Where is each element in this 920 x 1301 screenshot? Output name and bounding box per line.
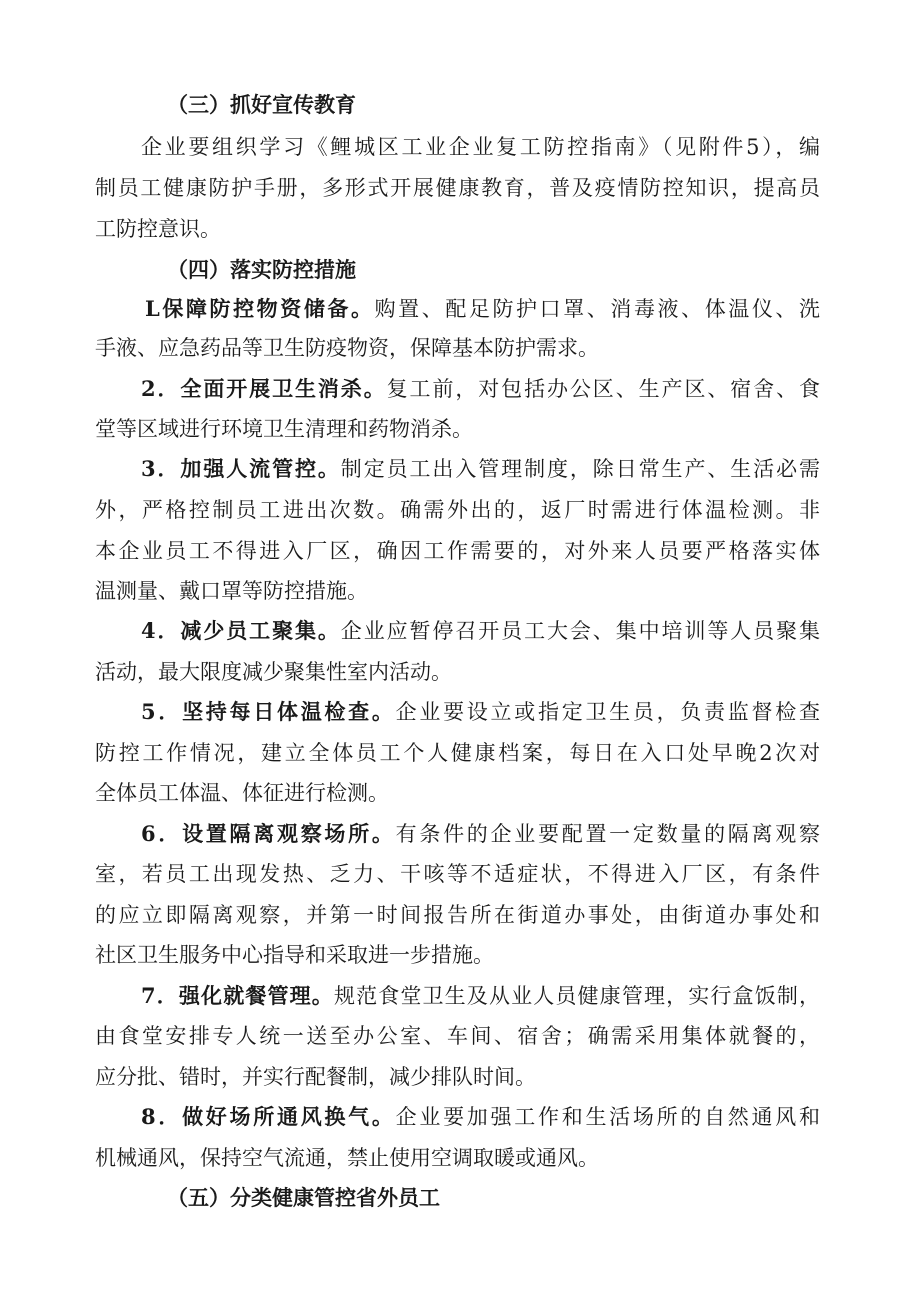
- item-title: 6．设置隔离观察场所。: [141, 821, 396, 846]
- item-text: 企业要加强工作和生活场所的自然通风和: [395, 1105, 820, 1129]
- item-text: 由食堂安排专人统一送至办公室、车间、宿舍；确需采用集体就餐的，: [95, 1024, 820, 1048]
- section-heading-3: （三）抓好宣传教育: [167, 92, 356, 117]
- item-text: 规范食堂卫生及从业人员健康管理，实行盒饭制，: [333, 984, 820, 1008]
- section-heading-4: （四）落实防控措施: [167, 257, 356, 282]
- item-text: 应分批、错时，并实行配餐制，减少排队时间。: [95, 1065, 536, 1089]
- paragraph-line: 工防控意识。: [95, 217, 221, 241]
- section-heading-5: （五）分类健康管控省外员工: [167, 1185, 440, 1210]
- item-title: 2．全面开展卫生消杀。: [141, 376, 387, 401]
- paragraph-line: 制员工健康防护手册，多形式开展健康教育，普及疫情防控知识，提高员: [95, 176, 820, 200]
- item-text: 温测量、戴口罩等防控措施。: [95, 579, 368, 603]
- item-title: 3．加强人流管控。: [141, 456, 341, 481]
- item-text: 外，严格控制员工进出次数。确需外出的，返厂时需进行体温检测。非: [95, 498, 820, 522]
- item-text: 本企业员工不得进入厂区，确因工作需要的，对外来人员要严格落实体: [95, 539, 820, 563]
- item-text: 机械通风，保持空气流通，禁止使用空调取暖或通风。: [95, 1146, 599, 1170]
- item-text: 室，若员工出现发热、乏力、干咳等不适症状，不得进入厂区，有条件: [95, 862, 820, 886]
- item-text: 活动，最大限度减少聚集性室内活动。: [95, 660, 452, 684]
- item-text: 的应立即隔离观察，并第一时间报告所在街道办事处，由街道办事处和: [95, 903, 820, 927]
- item-title: L保障防控物资储备。: [145, 296, 375, 321]
- item-text: 复工前，对包括办公区、生产区、宿舍、食: [386, 377, 820, 401]
- paragraph-line: 企业要组织学习《鲤城区工业企业复工防控指南》（见附件5），编: [141, 135, 820, 159]
- item-title: 8．做好场所通风换气。: [141, 1104, 396, 1129]
- item-text: 企业应暂停召开员工大会、集中培训等人员聚集: [340, 619, 820, 643]
- item-text: 全体员工体温、体征进行检测。: [95, 781, 389, 805]
- item-title: 7．强化就餐管理。: [141, 983, 334, 1008]
- item-text: 堂等区域进行环境卫生清理和药物消杀。: [95, 417, 473, 441]
- item-title: 5．坚持每日体温检查。: [141, 699, 396, 724]
- item-text: 有条件的企业要配置一定数量的隔离观察: [395, 822, 820, 846]
- item-text: 社区卫生服务中心指导和采取进一步措施。: [95, 943, 494, 967]
- item-text: 企业要设立或指定卫生员，负责监督检查: [395, 700, 820, 724]
- item-text: 防控工作情况，建立全体员工个人健康档案，每日在入口处早晚2次对: [95, 741, 820, 765]
- item-text: 手液、应急药品等卫生防疫物资，保障基本防护需求。: [95, 336, 599, 360]
- item-title: 4．减少员工聚集。: [141, 618, 341, 643]
- item-text: 制定员工出入管理制度，除日常生产、生活必需: [340, 457, 820, 481]
- item-text: 购置、配足防护口罩、消毒液、体温仪、洗: [374, 297, 821, 321]
